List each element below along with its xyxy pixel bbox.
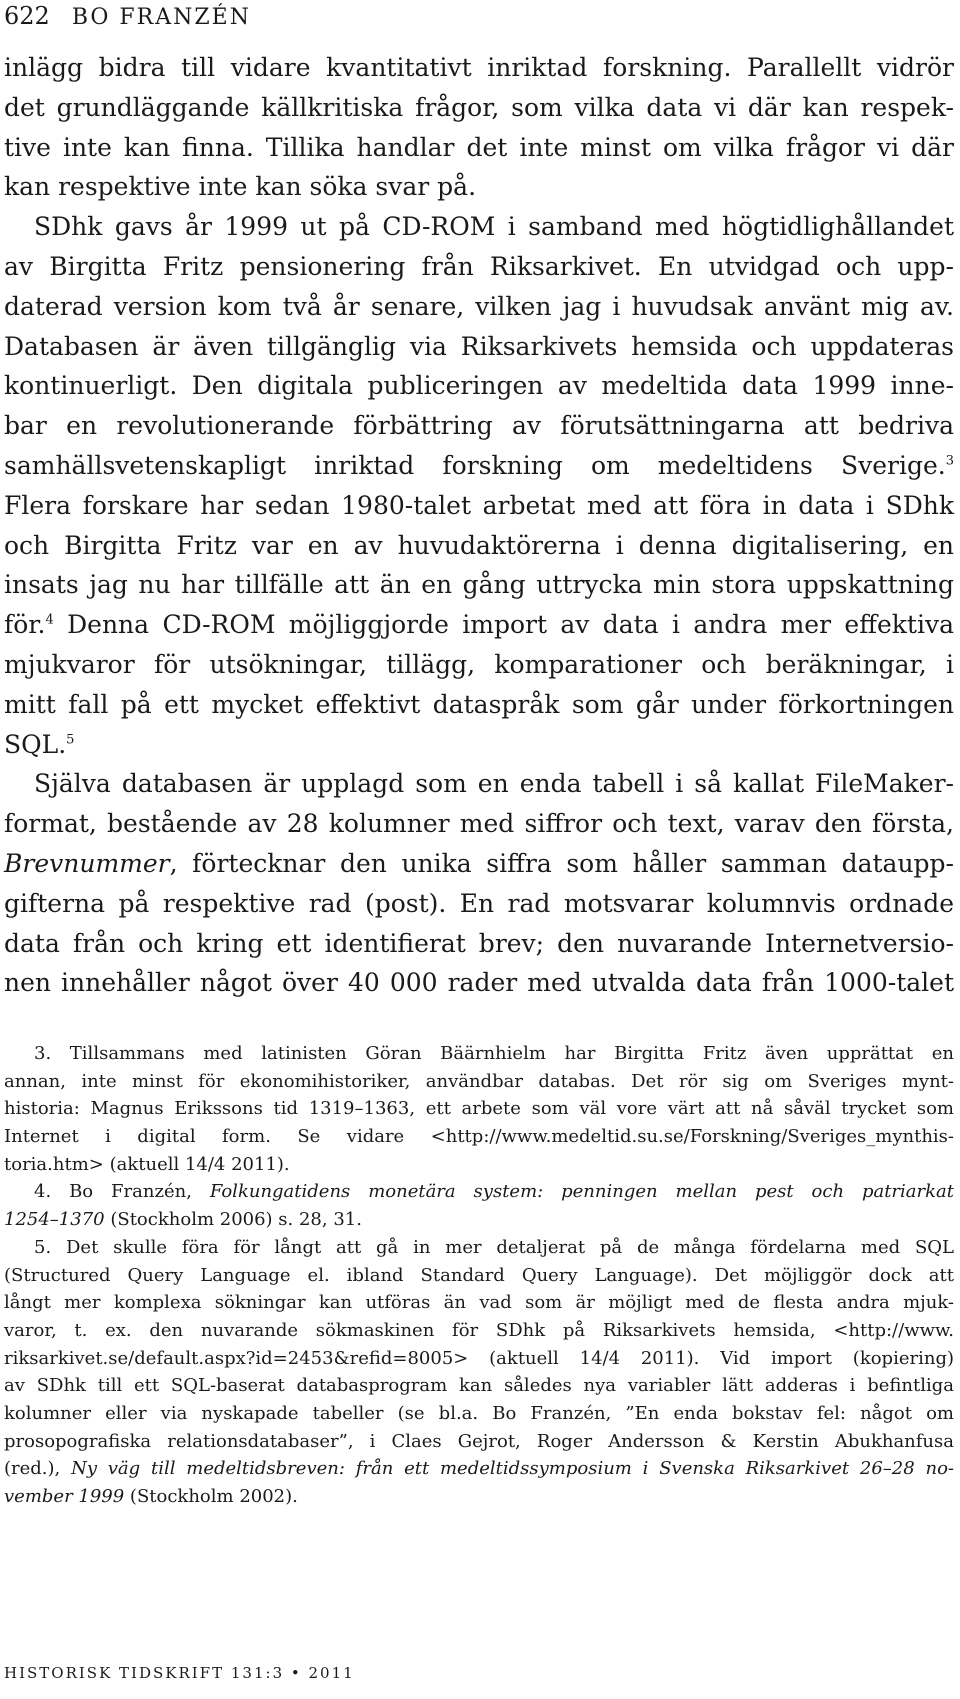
body-line: insats jag nu har tillfälle att än en gång uttrycka min stora uppskattning bbox=[4, 570, 954, 600]
footnote-line bbox=[4, 1178, 954, 1206]
footnote-line bbox=[4, 1206, 954, 1234]
journal-footer: HISTORISK TIDSKRIFT 131:3 • 2011 bbox=[4, 1664, 355, 1682]
footnote-line: toria.htm> (aktuell 14/4 2011). bbox=[4, 1153, 290, 1175]
body-line bbox=[4, 605, 954, 645]
body-line: mitt fall på ett mycket effektivt dataspråk som går under förkortningen bbox=[4, 689, 954, 719]
body-line: Själva databasen är upplagd som en enda tabell i så kallat FileMaker- bbox=[34, 769, 954, 799]
footnote-ref-4[interactable]: 4 bbox=[45, 612, 54, 628]
footnote-line: prosopografiska relationsdatabaser”, i Claes Gejrot, Roger Andersson & Kerstin Abukhanfusa bbox=[4, 1430, 954, 1452]
body-line: det grundläggande källkritiska frågor, som vilka data vi där kan respek- bbox=[4, 92, 954, 122]
body-line: Databasen är även tillgänglig via Riksarkivets hemsida och uppdateras bbox=[4, 331, 954, 361]
footnotes bbox=[4, 1040, 954, 1511]
footnote-line bbox=[4, 1483, 954, 1511]
footnote-line: varor, t. ex. den nuvarande sökmaskinen för SDhk på Riksarkivets hemsida, <http://www. bbox=[4, 1319, 954, 1341]
body-line bbox=[4, 725, 954, 765]
body-line: och Birgitta Fritz var en av huvudaktörerna i denna digitalisering, en bbox=[4, 530, 954, 560]
body-text bbox=[4, 48, 954, 1003]
footnote-line: kolumner eller via nyskapade tabeller (se bl.a. Bo Franzén, ”En enda bokstav fel: något om bbox=[4, 1402, 954, 1424]
book-title: Ny väg till medeltidsbreven: från ett medeltidssymposium i Svenska Riksarkivet 26–28 no- bbox=[71, 1458, 954, 1480]
body-line: data från och kring ett identifierat brev; den nuvarande Internetversio- bbox=[4, 928, 954, 958]
footnote-ref-5[interactable]: 5 bbox=[66, 732, 75, 748]
italic-term: Brevnummer bbox=[4, 848, 170, 878]
footnote-line: 5. Det skulle föra för långt att gå in mer detaljerat på de många fördelarna med SQL bbox=[34, 1236, 954, 1258]
footnote-line: riksarkivet.se/default.aspx?id=2453&refid=8005> (aktuell 14/4 2011). Vid import (kopiering) bbox=[4, 1347, 954, 1369]
footnote-ref-3[interactable]: 3 bbox=[945, 453, 954, 469]
body-line: tive inte kan finna. Tillika handlar det inte minst om vilka frågor vi där bbox=[4, 132, 954, 162]
page-header bbox=[4, 2, 251, 38]
footnote-line bbox=[4, 1455, 954, 1483]
page-number: 622 bbox=[4, 2, 50, 30]
body-line: kontinuerligt. Den digitala publiceringen av medeltida data 1999 inne- bbox=[4, 371, 954, 401]
body-line: format, bestående av 28 kolumner med siffror och text, varav den första, bbox=[4, 809, 954, 839]
body-line bbox=[4, 446, 954, 486]
footnote-text-span: (Stockholm 2002). bbox=[124, 1486, 298, 1507]
body-line: bar en revolutionerande förbättring av förutsättningarna att bedriva bbox=[4, 411, 954, 441]
body-text-span: , förtecknar den unika siffra som håller samman dataupp- bbox=[169, 848, 954, 878]
body-line bbox=[4, 844, 954, 884]
body-line: daterad version kom två år senare, vilken jag i huvudsak använt mig av. bbox=[4, 291, 954, 321]
book-title: Folkungatidens monetära system: penningen mellan pest och patriarkat bbox=[209, 1181, 954, 1203]
body-text-span: samhällsvetenskapligt inriktad forskning om medeltidens Sverige. bbox=[4, 450, 946, 480]
footnote-text-span: (Stockholm 2006) s. 28, 31. bbox=[104, 1209, 362, 1231]
footnote-line: av SDhk till ett SQL-baserat databasprogram kan således nya variabler lätt adderas i befintliga bbox=[4, 1375, 954, 1397]
body-line: Flera forskare har sedan 1980-talet arbetat med att föra in data i SDhk bbox=[4, 490, 954, 520]
footnote-line: Internet i digital form. Se vidare <http://www.medeltid.su.se/Forskning/Sveriges_mynthis- bbox=[4, 1126, 954, 1148]
footnote-line: annan, inte minst för ekonomihistoriker, användbar databas. Det rör sig om Sveriges mynt- bbox=[4, 1070, 954, 1092]
body-text-span: SQL. bbox=[4, 729, 67, 759]
body-line: gifterna på respektive rad (post). En rad motsvarar kolumnvis ordnade bbox=[4, 888, 954, 918]
book-title: vember 1999 bbox=[4, 1486, 125, 1507]
body-text-span: Denna CD-ROM möjliggjorde import av data i andra mer effektiva bbox=[53, 610, 954, 640]
book-title: 1254–1370 bbox=[4, 1209, 105, 1231]
body-text-span: för. bbox=[4, 610, 46, 640]
footnote-line: 3. Tillsammans med latinisten Göran Bäärnhielm har Birgitta Fritz även upprättat en bbox=[34, 1043, 954, 1064]
footnote-line: långt mer komplexa sökningar kan utföras än vad som är möjligt med de flesta andra mjuk- bbox=[4, 1292, 954, 1314]
body-line: av Birgitta Fritz pensionering från Riksarkivet. En utvidgad och upp- bbox=[4, 251, 954, 281]
footnote-text-span: 4. Bo Franzén, bbox=[34, 1181, 210, 1203]
body-line: SDhk gavs år 1999 ut på CD-ROM i samband med högtidlighållandet bbox=[34, 212, 954, 242]
body-line: inlägg bidra till vidare kvantitativt inriktad forskning. Parallellt vidrör bbox=[4, 53, 954, 82]
footnote-line: historia: Magnus Erikssons tid 1319–1363, ett arbete som väl vore värt att nå såväl trycket som bbox=[4, 1098, 954, 1120]
body-line: nen innehåller något över 40 000 rader med utvalda data från 1000-talet bbox=[4, 968, 954, 998]
footnote-text-span: (red.), bbox=[4, 1458, 72, 1480]
running-head: BO FRANZÉN bbox=[71, 5, 251, 30]
body-line: kan respektive inte kan söka svar på. bbox=[4, 172, 477, 202]
body-line: mjukvaror för utsökningar, tillägg, komparationer och beräkningar, i bbox=[4, 649, 954, 679]
footnote-line: (Structured Query Language el. ibland Standard Query Language). Det möjliggör dock att bbox=[4, 1264, 954, 1286]
